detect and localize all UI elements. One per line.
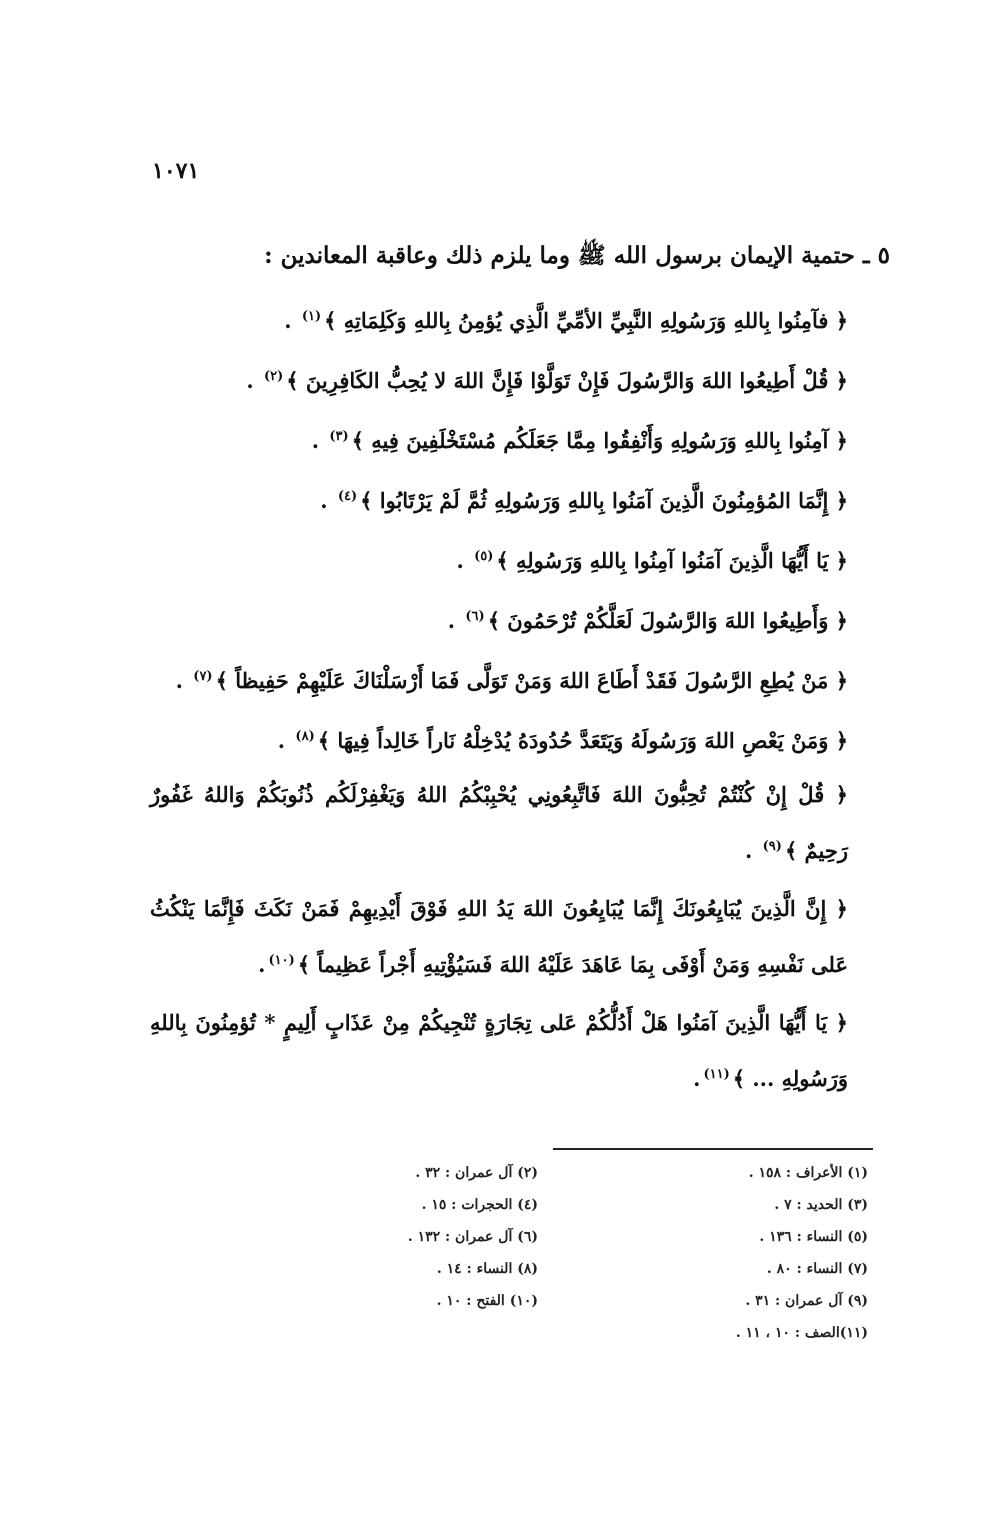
verse-end: .	[284, 308, 299, 333]
verse-end: .	[745, 838, 760, 863]
verse-end: .	[246, 368, 261, 393]
verse-line	[150, 709, 890, 769]
main-content	[150, 236, 890, 1111]
verse-text: ﴿ قُلْ أَطِيعُوا اللهَ وَالرَّسُولَ فَإِنْ تَوَلَّوْا فَإِنَّ اللهَ لا يُحِبُّ الكَافِرِينَ ﴾	[286, 368, 848, 393]
footnote-ref: (١١)	[703, 1067, 730, 1082]
footnotes	[320, 1165, 868, 1357]
verse-line	[150, 469, 890, 529]
footnote-ref: (٩)	[762, 839, 782, 854]
verse-end: .	[320, 488, 335, 513]
footnote-ref: (٧)	[193, 669, 213, 684]
verse-text: ﴿ يَا أَيُّهَا الَّذِينَ آمَنُوا آمِنُوا بِاللهِ وَرَسُولِهِ ﴾	[496, 548, 848, 573]
footnote-ref: (٤)	[337, 489, 358, 504]
footnote-item: (٦) آل عمران : ١٣٢ .	[407, 1229, 538, 1245]
verse-text: ﴿ يَا أَيُّهَا الَّذِينَ آمَنُوا هَلْ أَدُلُّكُمْ عَلى تِجَارَةٍ تُنْجِيكُمْ مِنْ عَذَابٍ أَلِيمٍ * تُؤمِنُونَ بِاللهِ وَرَسُولِهِ ... ﴾	[150, 1010, 848, 1091]
verse-text: ﴿ وَمَنْ يَعْصِ اللهَ وَرَسُولَهُ وَيَتَعَدَّ حُدُودَهُ يُدْخِلْهُ نَاراً خَالِداً فِيهَا ﴾	[317, 728, 848, 753]
verse-end: .	[456, 548, 472, 573]
verse-text: ﴿ فآمِنُوا بِاللهِ وَرَسُولِهِ النَّبِيِّ الأمِّيِّ الَّذِي يُؤمِنُ بِاللهِ وَكَلِمَاتِهِ ﴾	[324, 308, 848, 333]
verse-line	[150, 529, 890, 589]
footnote-ref: (٢)	[263, 369, 284, 384]
verse-text: ﴿ إِنَّمَا المُؤمِنُونَ الَّذِينَ آمَنُوا بِاللهِ وَرَسُولِهِ ثُمَّ لَمْ يَرْتَابُوا ﴾	[360, 488, 848, 513]
footnote-item: (١) الأعراف : ١٥٨ .	[748, 1165, 868, 1181]
footnote-ref: (٣)	[329, 429, 349, 444]
verse-line	[150, 289, 890, 349]
footnote-row	[320, 1293, 868, 1325]
footnote-ref: (١٠)	[268, 953, 295, 968]
footnote-item: (٣) الحديد : ٧ .	[774, 1197, 868, 1213]
footnote-row	[320, 1261, 868, 1293]
verse-paragraph	[150, 769, 890, 877]
footnote-row	[320, 1197, 868, 1229]
footnote-item: (٩) آل عمران : ٣١ .	[745, 1293, 868, 1309]
footnote-ref: (١)	[301, 309, 322, 324]
verse-text: ﴿ وَأَطِيعُوا اللهَ وَالرَّسُولَ لَعَلَّكُمْ تُرْحَمُونَ ﴾	[487, 608, 848, 633]
footnote-separator	[553, 1148, 873, 1150]
verse-line	[150, 409, 890, 469]
footnote-item: (١٠) الفتح : ١٠ .	[436, 1293, 538, 1309]
footnote-row	[320, 1325, 868, 1357]
verse-line	[150, 589, 890, 649]
verse-line	[150, 649, 890, 709]
verse-end: .	[693, 1066, 701, 1091]
verse-end: .	[311, 428, 327, 453]
verse-text: ﴿ مَنْ يُطِعِ الرَّسُولَ فَقَدْ أَطَاعَ اللهَ وَمَنْ تَوَلَّى فَمَا أَرْسَلْنَاكَ عَلَيْهِمْ حَفِيظاً ﴾	[215, 668, 848, 693]
verse-text: ﴿ قُلْ إِنْ كُنْتُمْ تُحِبُّونَ اللهَ فَاتَّبِعُونِي يُحْبِبْكُمُ اللهُ وَيَغْفِرْلَكُم ذُنُوبَكُمْ وَاللهُ غَفُورٌ رَحِيمٌ ﴾	[150, 782, 848, 863]
verse-paragraph	[150, 883, 890, 991]
footnote-item: (١١)الصف : ١٠ ، ١١ .	[735, 1325, 868, 1341]
footnote-row	[320, 1165, 868, 1197]
footnote-ref: (٦)	[465, 609, 485, 624]
verse-text: ﴿ آمِنُوا بِاللهِ وَرَسُولِهِ وَأَنْفِقُوا مِمَّا جَعَلَكُم مُسْتَخْلَفِينَ فِيهِ ﴾	[351, 428, 848, 453]
footnote-item: (٥) النساء : ١٣٦ .	[759, 1229, 868, 1245]
footnote-item: (٢) آل عمران : ٣٢ .	[415, 1165, 538, 1181]
verse-end: .	[175, 668, 191, 693]
page-number: ١٠٧١	[152, 158, 200, 184]
footnote-ref: (٨)	[295, 729, 315, 744]
section-heading: ٥ ـ حتمية الإيمان برسول الله ﷺ وما يلزم ذلك وعاقبة المعاندين :	[264, 242, 890, 269]
footnote-item: (٨) النساء : ١٤ .	[436, 1261, 538, 1277]
footnote-item: (٤) الحجرات : ١٥ .	[421, 1197, 538, 1213]
verse-end: .	[447, 608, 463, 633]
verse-paragraph	[150, 997, 890, 1105]
footnote-item: (٧) النساء : ٨٠ .	[766, 1261, 868, 1277]
verse-end: .	[258, 952, 266, 977]
verse-end: .	[277, 728, 293, 753]
verse-text: ﴿ إِنَّ الَّذِينَ يُبَايِعُونَكَ إِنَّمَا يُبَايِعُونَ اللهَ يَدُ اللهِ فَوْقَ أَيْدِيهِمْ فَمَنْ نَكَثَ فَإِنَّمَا يَنْكُثُ عَلى نَفْسِهِ وَمَنْ أَوْفَى بِمَا عَاهَدَ عَلَيْهُ اللهَ فَسَيُؤْتِيهِ أَجْراً عَظِيماً ﴾	[150, 896, 848, 977]
footnote-row	[320, 1229, 868, 1261]
verse-line	[150, 349, 890, 409]
footnote-ref: (٥)	[474, 549, 494, 564]
